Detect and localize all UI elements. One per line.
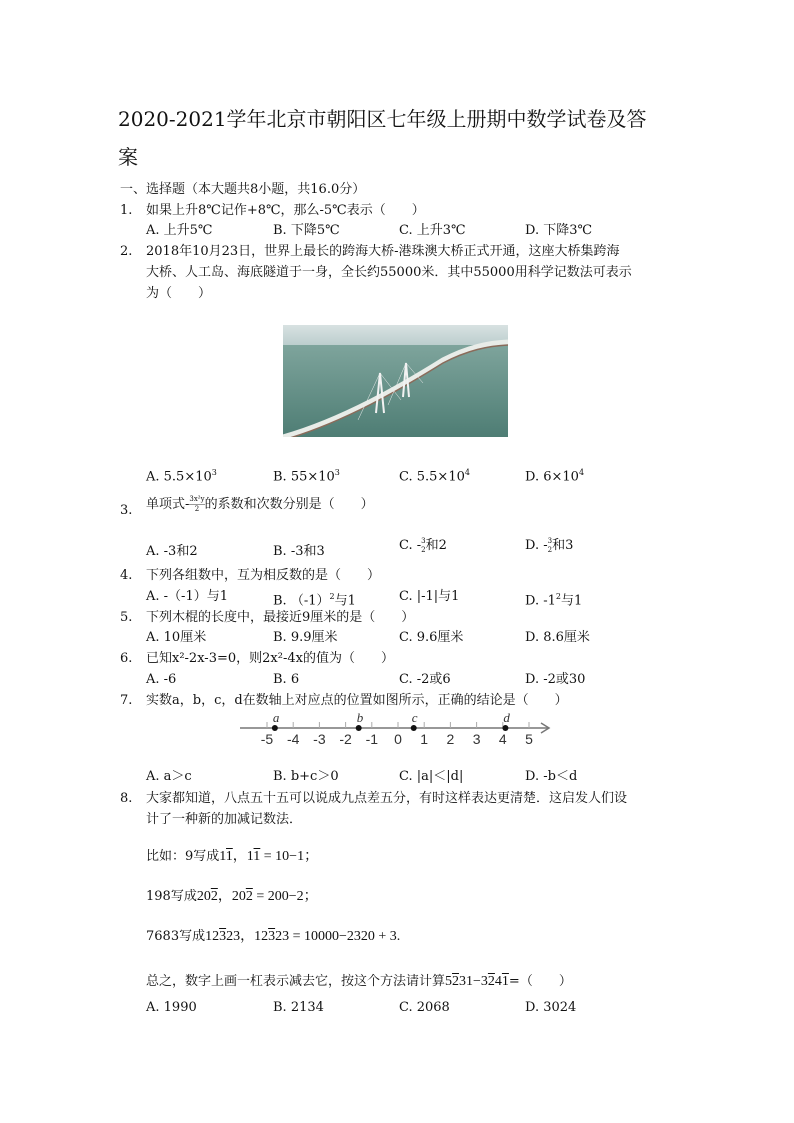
q1-option-c[interactable]: C. 上升3℃ xyxy=(399,223,466,238)
tick-label: 5 xyxy=(525,731,533,747)
q6-text: 已知x²-2x-3=0，则2x²-4x的值为（ ） xyxy=(146,651,394,666)
tick-label: 1 xyxy=(420,731,429,747)
q8-option-a[interactable]: A. 1990 xyxy=(146,1000,197,1015)
q8-example-3: 7683写成12323，12323 = 10000−2320 + 3. xyxy=(146,929,401,944)
q5-option-c[interactable]: C. 9.6厘米 xyxy=(399,630,464,645)
q8-text-2: 计了一种新的加减记数法． xyxy=(146,812,303,827)
q4-option-b[interactable]: B. $(-1)^2$与1 xyxy=(273,592,356,609)
q1-option-a[interactable]: A. 上升5℃ xyxy=(146,223,213,238)
point-label: c xyxy=(411,710,418,725)
number-line xyxy=(238,708,558,750)
tick-label: 4 xyxy=(498,731,507,747)
q6-option-a[interactable]: A. -6 xyxy=(146,672,177,687)
tick-label: -4 xyxy=(286,731,300,747)
tick-label: 3 xyxy=(472,731,481,747)
q8-summary: 总之，数字上画一杠表示减去它，按这个方法请计算5231−3241=（ ） xyxy=(146,974,572,989)
q3-fraction: $\frac{\text{3x²y}}{2}$ xyxy=(189,495,205,513)
q3-option-b[interactable]: B. -3和3 xyxy=(273,544,325,559)
q3-option-c[interactable]: C. - 3 2 和2 xyxy=(399,536,447,554)
q3-number: 3. xyxy=(120,503,133,518)
q8-example-2: 198写成202，202 = 200−2； xyxy=(146,889,318,904)
tick-label: 0 xyxy=(394,731,402,747)
q7-option-b[interactable]: B. b+c＞0 xyxy=(273,769,339,784)
q8-option-d[interactable]: D. 3024 xyxy=(525,1000,577,1015)
q1-option-b[interactable]: B. 下降5℃ xyxy=(273,223,340,238)
q5-option-a[interactable]: A. 10厘米 xyxy=(146,630,207,645)
q7-option-a[interactable]: A. a＞c xyxy=(146,769,192,784)
q6-option-b[interactable]: B. 6 xyxy=(273,672,300,687)
q8-option-b[interactable]: B. 2134 xyxy=(273,1000,324,1015)
q4-text: 下列各组数中，互为相反数的是（ ） xyxy=(146,568,381,583)
q2-number: 2. xyxy=(120,244,133,259)
q2-option-a[interactable]: A. $5.5\times 10^3$ xyxy=(146,468,217,485)
q5-text: 下列木棍的长度中，最接近9厘米的是（ ） xyxy=(146,610,415,625)
q5-option-d[interactable]: D. 8.6厘米 xyxy=(525,630,590,645)
point-label: b xyxy=(356,710,364,725)
tick-label: -3 xyxy=(313,731,326,747)
q7-number: 7. xyxy=(120,693,133,708)
point-c xyxy=(411,725,417,731)
q2-text-2: 大桥、人工岛、海底隧道于一身，全长约55000米．其中55000用科学记数法可表示 xyxy=(146,265,632,280)
point-a xyxy=(272,725,278,731)
point-label: d xyxy=(503,710,510,725)
q3-option-d[interactable]: D. - 3 2 和3 xyxy=(525,536,574,554)
tick-label: -1 xyxy=(365,731,379,747)
point-b xyxy=(356,725,362,731)
q2-option-c[interactable]: C. $5.5\times 10^4$ xyxy=(399,468,470,485)
q6-option-c[interactable]: C. -2或6 xyxy=(399,672,451,687)
q8-example-1: 比如：9写成11，11 = 10−1； xyxy=(146,849,319,864)
doc-title-line1: 2020-2021学年北京市朝阳区七年级上册期中数学试卷及答 xyxy=(118,107,647,131)
q1-number: 1. xyxy=(120,203,133,218)
q6-number: 6. xyxy=(120,651,133,666)
q4-option-d[interactable]: D. $-1^2$与1 xyxy=(525,592,583,609)
q8-number: 8. xyxy=(120,791,133,806)
q2-text-1: 2018年10月23日，世界上最长的跨海大桥-港珠澳大桥正式开通，这座大桥集跨海 xyxy=(146,244,620,259)
tick-label: -2 xyxy=(339,731,352,747)
q1-option-d[interactable]: D. 下降3℃ xyxy=(525,223,593,238)
q8-expression: 5231−3241 xyxy=(445,974,509,989)
q4-option-a[interactable]: A. -（-1）与1 xyxy=(146,589,228,604)
q6-option-d[interactable]: D. -2或30 xyxy=(525,672,586,687)
q4-option-c[interactable]: C. |-1|与1 xyxy=(399,589,460,604)
q2-option-d[interactable]: D. $6\times 10^4$ xyxy=(525,468,585,485)
section-heading: 一、选择题（本大题共8小题，共16.0分） xyxy=(120,182,366,197)
q4-number: 4. xyxy=(120,568,133,583)
point-d xyxy=(502,725,508,731)
q2-text-3: 为（ ） xyxy=(146,286,212,301)
q8-text-1: 大家都知道，八点五十五可以说成九点差五分，有时这样表达更清楚．这启发人们设 xyxy=(146,791,628,806)
q2-option-b[interactable]: B. $55\times 10^3$ xyxy=(273,468,340,485)
q1-text: 如果上升8℃记作+8℃，那么-5℃表示（ ） xyxy=(146,203,425,218)
q3-option-a[interactable]: A. -3和2 xyxy=(146,544,198,559)
point-label: a xyxy=(272,710,280,725)
bridge-photo xyxy=(283,325,508,437)
tick-label: -5 xyxy=(260,731,274,747)
q3-text: 单项式- $\frac{\text{3x²y}}{2}$ 的系数和次数分别是（ ） xyxy=(146,495,374,513)
tick-label: 2 xyxy=(446,731,455,747)
q7-text: 实数a，b，c，d在数轴上对应点的位置如图所示，正确的结论是（ ） xyxy=(146,693,568,708)
q7-option-c[interactable]: C. |a|＜|d| xyxy=(399,769,464,784)
q5-option-b[interactable]: B. 9.9厘米 xyxy=(273,630,338,645)
q8-option-c[interactable]: C. 2068 xyxy=(399,1000,450,1015)
q7-option-d[interactable]: D. -b＜d xyxy=(525,769,578,784)
doc-title-line2: 案 xyxy=(118,145,138,169)
q5-number: 5. xyxy=(120,610,133,625)
